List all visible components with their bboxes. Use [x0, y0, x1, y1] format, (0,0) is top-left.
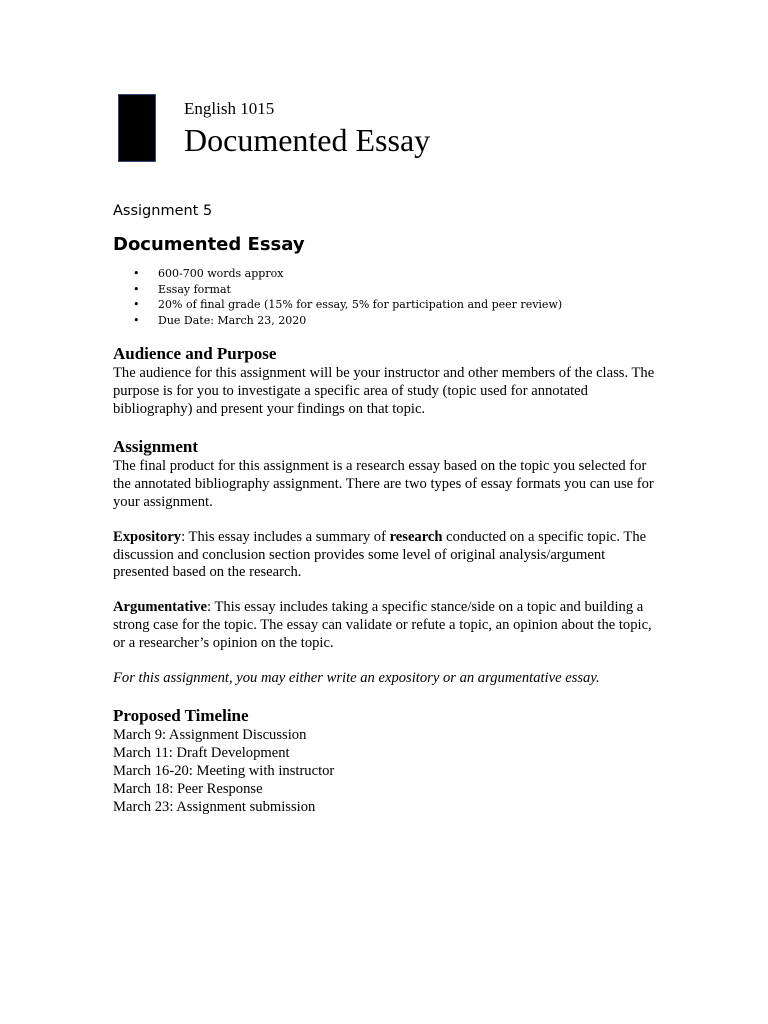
requirement-item: • 20% of final grade (15% for essay, 5% for participation and peer review) [113, 297, 673, 313]
expository-text-before: : This essay includes a summary of [181, 528, 390, 545]
argumentative-paragraph [113, 599, 658, 652]
timeline-item: March 11: Draft Development [113, 745, 290, 762]
expository-paragraph [113, 529, 658, 582]
timeline-item: March 18: Peer Response [113, 780, 263, 797]
timeline-item: March 23: Assignment submission [113, 798, 316, 815]
audience-heading: Audience and Purpose [113, 344, 277, 363]
expository-text-after: conducted on a specific topic. The discussion and conclusion section provides some level of original analysis/argument presented based on the research. [113, 528, 647, 581]
timeline-item: March 16-20: Meeting with instructor [113, 762, 335, 779]
research-keyword: research [389, 528, 443, 545]
argumentative-label: Argumentative [113, 599, 208, 616]
requirements-list [113, 266, 673, 328]
requirement-item: • Due Date: March 23, 2020 [113, 313, 673, 329]
requirement-item: • 600-700 words approx [113, 266, 673, 282]
assignment-text: The final product for this assignment is a research essay based on the topic you selected for the annotated bibliography assignment. There are two types of essay formats you can use for your assignment. [113, 458, 654, 510]
timeline-item: March 9: Assignment Discussion [113, 727, 307, 744]
argumentative-text: : This essay includes taking a specific stance/side on a topic and building a strong case for the topic. The essay can validate or refute a topic, an opinion about the topic, or a researcher’s opinion on the topic. [113, 599, 652, 651]
timeline-list [113, 727, 658, 816]
expository-label: Expository [113, 528, 182, 545]
assignment-title: Documented Essay [113, 234, 305, 255]
assignment-heading: Assignment [113, 437, 199, 457]
audience-text: The audience for this assignment will be your instructor and other members of the class. The purpose is for you to investigate a specific area of study (topic used for annotated bibliography) and present your findings on that topic. [113, 365, 655, 417]
course-name: English 1015 [184, 99, 275, 118]
document-body [113, 343, 658, 816]
logo-block [118, 94, 156, 162]
requirement-item: • Essay format [113, 282, 673, 298]
essay-choice-note: For this assignment, you may either write an expository or an argumentative essay. [113, 669, 600, 686]
assignment-number: Assignment 5 [113, 203, 213, 219]
document-title: Documented Essay [184, 122, 431, 158]
timeline-heading: Proposed Timeline [113, 706, 249, 726]
